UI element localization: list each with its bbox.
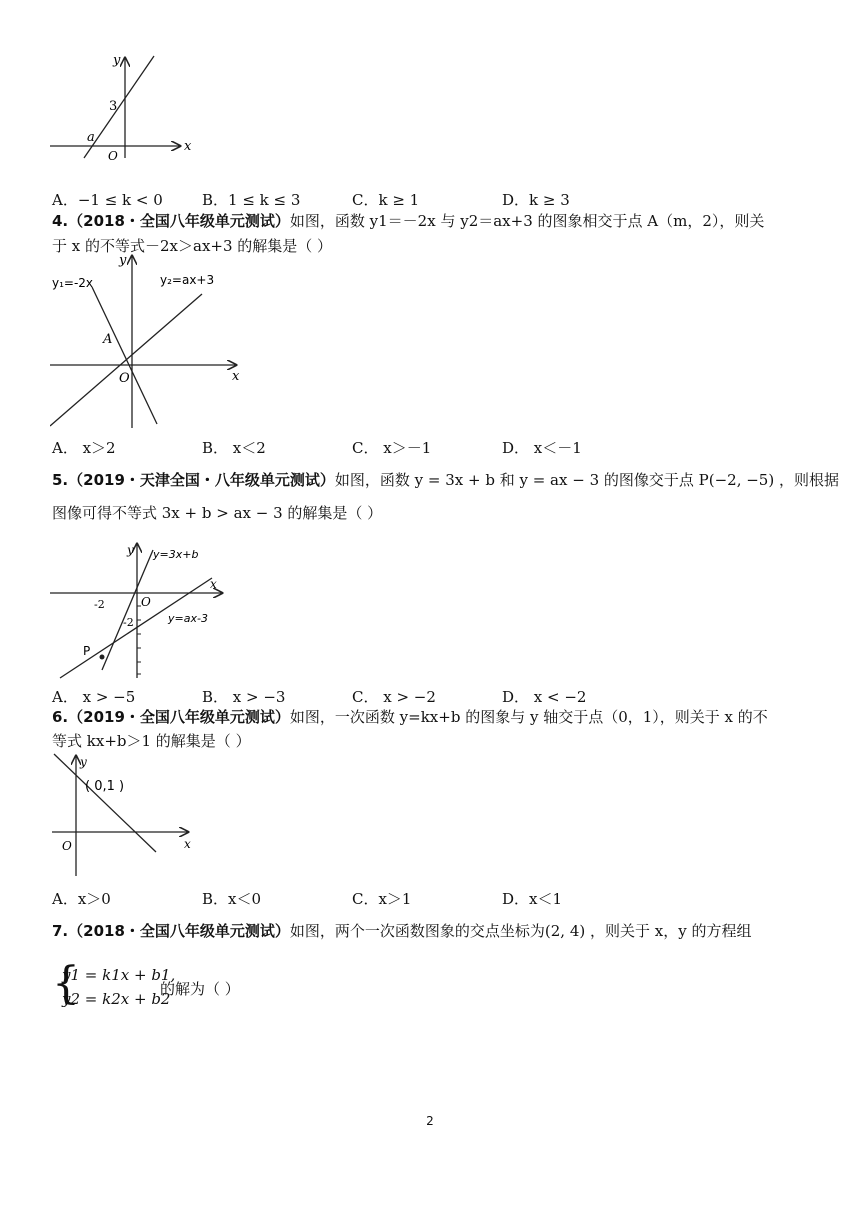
q6-line-2: [52, 731, 251, 751]
option-c[interactable]: C． x＞－1: [352, 439, 432, 457]
line-y2-label: y₂=ax+3: [160, 273, 215, 287]
q6-figure: [52, 752, 202, 880]
point-p-label: P: [83, 644, 91, 658]
option-c[interactable]: C．k ≥ 1: [352, 191, 420, 209]
q6-line-1: [52, 707, 768, 727]
line-3x-plus-b-label: y=3x+b: [153, 548, 199, 561]
q5-line-2: [52, 503, 382, 523]
option-d[interactable]: D．x＜1: [502, 890, 563, 908]
q5-text-2: 图像可得不等式 3x + b > ax − 3 的解集是（ ）: [52, 504, 383, 522]
y-axis-label: y: [80, 755, 87, 769]
point-a-label: A: [103, 332, 113, 347]
x-tick-label: -2: [94, 598, 105, 611]
q6-text-1: 如图，一次函数 y=kx+b 的图象与 y 轴交于点（0，1），则关于 x 的不: [289, 708, 768, 726]
origin-label: O: [62, 839, 72, 853]
option-a[interactable]: A． x > −5: [52, 688, 136, 706]
line-y1-label: y₁=-2x: [52, 276, 94, 290]
option-a[interactable]: A．x＞0: [52, 890, 111, 908]
q5-figure: [50, 540, 230, 680]
q3-figure: [50, 52, 200, 160]
q7-head: 7.（2018・全国八年级单元测试）: [52, 922, 290, 940]
option-c[interactable]: C． x > −2: [352, 688, 436, 706]
option-d[interactable]: D．k ≥ 3: [502, 191, 570, 209]
line-3x-plus-b: [102, 550, 153, 670]
line-ax-minus-3-label: y=ax-3: [168, 612, 208, 625]
q4-figure: [50, 252, 250, 430]
point-label: ( 0,1 ): [85, 779, 125, 794]
brace-symbol: {: [52, 958, 80, 1009]
page-number: 2: [426, 1114, 434, 1128]
q7-text-1: 如图，两个一次函数图象的交点坐标为(2, 4) ，则关于 x，y 的方程组: [289, 922, 752, 940]
q7-tail-text: 的解为（ ）: [160, 980, 240, 998]
x-axis-label: x: [232, 369, 240, 384]
q4-line-1: [52, 211, 764, 231]
option-d[interactable]: D． x < −2: [502, 688, 587, 706]
line-y2: [50, 294, 202, 426]
q4-text-1: 如图，函数 y1＝－2x 与 y2＝ax+3 的图象相交于点 A（m，2），则关: [289, 212, 765, 230]
option-b[interactable]: B．x＜0: [202, 890, 262, 908]
q4-head: 4.（2018・全国八年级单元测试）: [52, 212, 290, 230]
option-c[interactable]: C．x＞1: [352, 890, 412, 908]
option-a[interactable]: A． x＞2: [52, 439, 116, 457]
point-p: [100, 655, 105, 660]
option-a[interactable]: A．−1 ≤ k < 0: [52, 191, 163, 209]
y-axis-label: y: [127, 543, 134, 557]
x-axis-label: x: [184, 139, 192, 154]
y-axis-label: y: [113, 53, 121, 68]
option-b[interactable]: B． x＜2: [202, 439, 266, 457]
x-axis-label: x: [184, 837, 191, 851]
option-b[interactable]: B． x > −3: [202, 688, 286, 706]
origin-label: O: [141, 595, 151, 609]
system-equation-2: y2 = k2x + b2: [62, 990, 171, 1008]
q5-head: 5.（2019・天津全国・八年级单元测试）: [52, 471, 335, 489]
q4-text-2: 于 x 的不等式－2x＞ax+3 的解集是（ ）: [52, 237, 333, 255]
function-line: [54, 754, 156, 852]
line-y1: [92, 287, 157, 424]
q5-text-1: 如图，函数 y = 3x + b 和 y = ax − 3 的图像交于点 P(−2, −5) ，则根据: [334, 471, 839, 489]
x-axis-label: x: [210, 577, 217, 591]
x-intercept-label: a: [87, 130, 95, 145]
y-axis-label: y: [119, 253, 127, 268]
option-d[interactable]: D． x＜－1: [502, 439, 582, 457]
q5-line-1: [52, 470, 839, 490]
origin-label: O: [108, 149, 118, 160]
y-intercept-label: 3: [109, 99, 118, 114]
y-tick-label: -2: [123, 616, 134, 629]
origin-label: O: [119, 371, 130, 386]
q6-head: 6.（2019・全国八年级单元测试）: [52, 708, 290, 726]
option-b[interactable]: B．1 ≤ k ≤ 3: [202, 191, 301, 209]
system-equation-1: y1 = k1x + b1,: [62, 966, 176, 984]
q7-line-1: [52, 921, 751, 941]
q6-text-2: 等式 kx+b＞1 的解集是（ ）: [52, 732, 251, 750]
